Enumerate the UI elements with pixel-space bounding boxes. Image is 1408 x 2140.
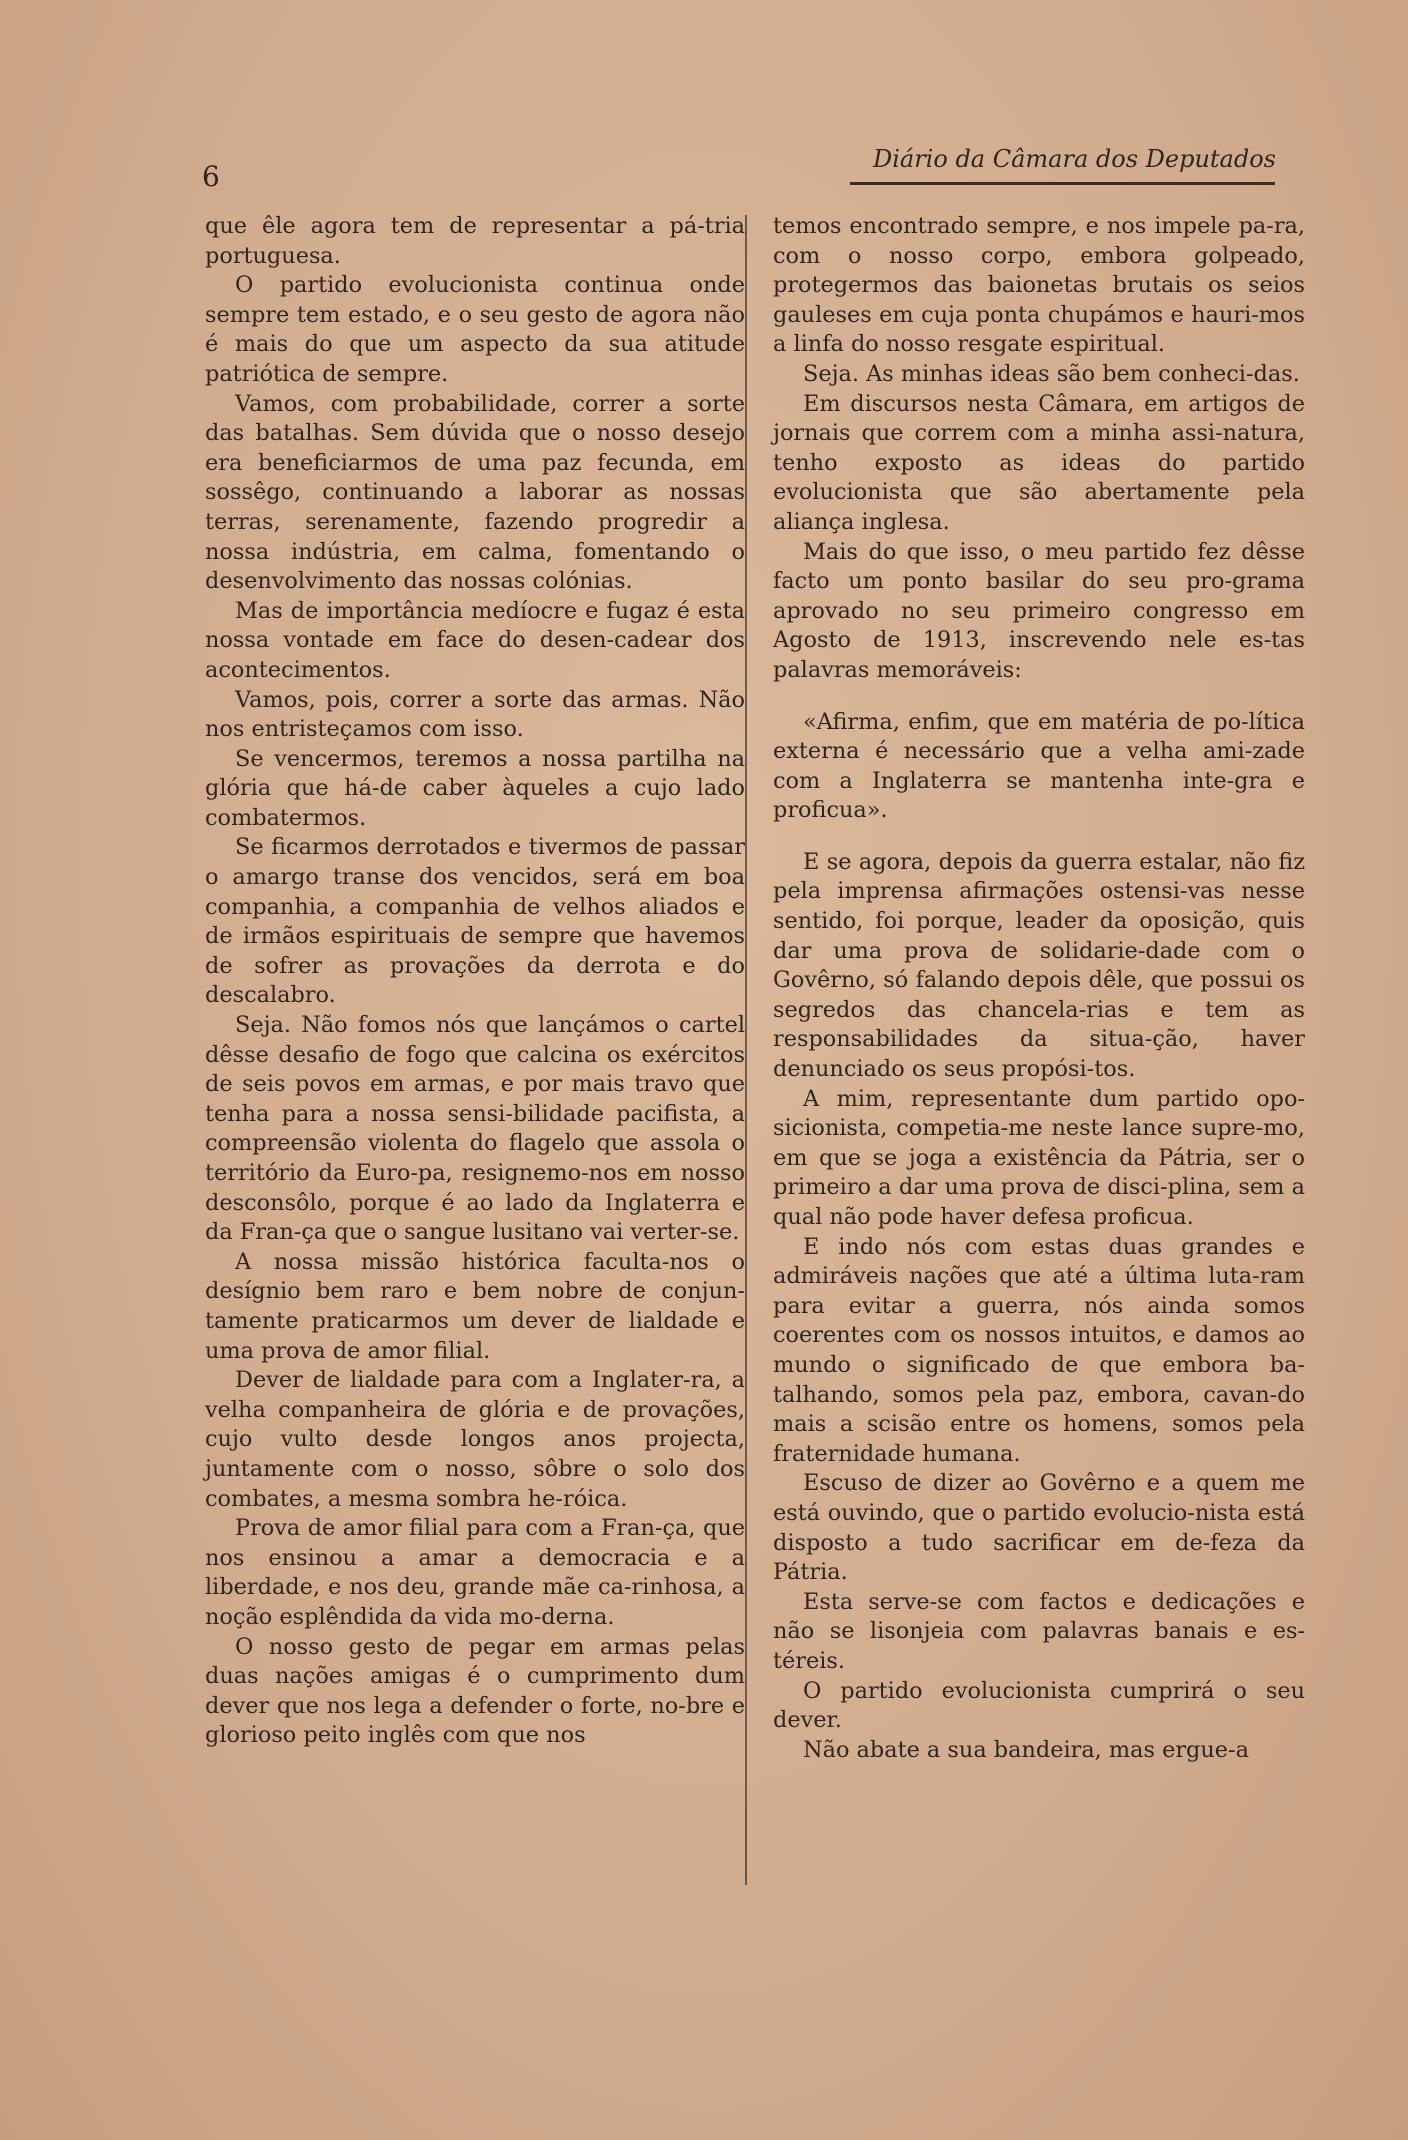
left-column xyxy=(205,212,745,1751)
quotation: «Afirma, enfim, que em matéria de po-lítica externa é necessário que a velha ami-zade com a Inglaterra se mantenha inte-gra e proficua». xyxy=(773,708,1305,824)
paragraph: Mais do que isso, o meu partido fez dêsse facto um ponto basilar do seu pro-grama aprovado no seu primeiro congresso em Agosto de 1913, inscrevendo nele es-tas palavras memoráveis: xyxy=(773,538,1305,683)
paragraph: temos encontrado sempre, e nos impele pa-ra, com o nosso corpo, embora golpeado, protegermos das baionetas brutais os seios gauleses em cuja ponta chupámos e hauri-mos a linfa do nosso resgate espiritual. xyxy=(773,213,1305,358)
paragraph: O partido evolucionista cumprirá o seu dever. xyxy=(773,1677,1305,1734)
paragraph: Dever de lialdade para com a Inglater-ra, a velha companheira de glória e de provações, cujo vulto desde longos anos projecta, juntamente com o nosso, sôbre o solo dos combates, a mesma sombra he-róica. xyxy=(205,1367,745,1512)
paragraph: A nossa missão histórica faculta-nos o desígnio bem raro e bem nobre de conjun-tamente praticarmos um dever de lialdade e uma prova de amor filial. xyxy=(205,1248,745,1364)
paragraph: Se ficarmos derrotados e tivermos de passar o amargo transe dos vencidos, será em boa companhia, a companhia de velhos aliados e de irmãos espirituais de sempre que havemos de sofrer as provações da derrota e do descalabro. xyxy=(205,834,745,1009)
paragraph: Seja. As minhas ideas são bem conheci-das. xyxy=(803,360,1300,387)
paragraph: E indo nós com estas duas grandes e admiráveis nações que até a última luta-ram para evitar a guerra, nós ainda somos coerentes com os nossos intuitos, e damos ao mundo o significado de que embora ba-talhando, somos pela paz, embora, cavan-do mais a scisão entre os homens, somos pela fraternidade humana. xyxy=(773,1233,1305,1467)
running-title: Diário da Câmara dos Deputados xyxy=(872,145,1276,173)
paragraph: Escuso de dizer ao Govêrno e a quem me está ouvindo, que o partido evolucio-nista está disposto a tudo sacrificar em de-feza da Pátria. xyxy=(773,1470,1305,1586)
paragraph: Em discursos nesta Câmara, em artigos de jornais que correm com a minha assi-natura, tenho exposto as ideas do partido evolucionista que são abertamente pela aliança inglesa. xyxy=(773,390,1305,535)
paragraph: Vamos, com probabilidade, correr a sorte das batalhas. Sem dúvida que o nosso desejo era beneficiarmos de uma paz fecunda, em sossêgo, continuando a laborar as nossas terras, serenamente, fazendo progredir a nossa indústria, em calma, fomentando o desenvolvimento das nossas colónias. xyxy=(205,390,745,595)
paragraph: Se vencermos, teremos a nossa partilha na glória que há-de caber àqueles a cujo lado combatermos. xyxy=(205,745,745,831)
column-divider xyxy=(745,215,747,1885)
paragraph: que êle agora tem de representar a pá-tria portuguesa. xyxy=(205,213,745,269)
header-rule xyxy=(850,182,1275,185)
paragraph: Seja. Não fomos nós que lançámos o cartel dêsse desafio de fogo que calcina os exércitos de seis povos em armas, e por mais travo que tenha para a nossa sensi-bilidade pacifista, a compreensão violenta do flagelo que assola o território da Euro-pa, resignemo-nos em nosso desconsôlo, porque é ao lado da Inglaterra e da Fran-ça que o sangue lusitano vai verter-se. xyxy=(205,1012,745,1246)
paragraph: Não abate a sua bandeira, mas ergue-a xyxy=(803,1736,1249,1763)
paragraph: Esta serve-se com factos e dedicações e não se lisonjeia com palavras banais e es-téreis. xyxy=(773,1588,1305,1674)
right-column xyxy=(773,212,1305,1765)
paragraph: O partido evolucionista continua onde sempre tem estado, e o seu gesto de agora não é mais do que um aspecto da sua atitude patriótica de sempre. xyxy=(205,272,745,387)
paragraph: O nosso gesto de pegar em armas pelas duas nações amigas é o cumprimento dum dever que nos lega a defender o forte, no-bre e glorioso peito inglês com que nos xyxy=(205,1633,745,1749)
paragraph: A mim, representante dum partido opo-sicionista, competia-me neste lance supre-mo, em que se joga a existência da Pátria, ser o primeiro a dar uma prova de disci-plina, sem a qual não pode haver defesa proficua. xyxy=(773,1085,1305,1230)
paragraph: E se agora, depois da guerra estalar, não fiz pela imprensa afirmações ostensi-vas nesse sentido, foi porque, leader da oposição, quis dar uma prova de solidarie-dade com o Govêrno, só falando depois dêle, que possui os segredos das chancela-rias e tem as responsabilidades da situa-ção, haver denunciado os seus propósi-tos. xyxy=(773,848,1305,1083)
paragraph: Mas de importância medíocre e fugaz é esta nossa vontade em face do desen-cadear dos acontecimentos. xyxy=(205,597,745,683)
paragraph: Prova de amor filial para com a Fran-ça, que nos ensinou a amar a democracia e a liberdade, e nos deu, grande mãe ca-rinhosa, a noção esplêndida da vida mo-derna. xyxy=(205,1515,745,1630)
paragraph: Vamos, pois, correr a sorte das armas. Não nos entristeçamos com isso. xyxy=(205,686,745,743)
page-number: 6 xyxy=(202,160,221,193)
